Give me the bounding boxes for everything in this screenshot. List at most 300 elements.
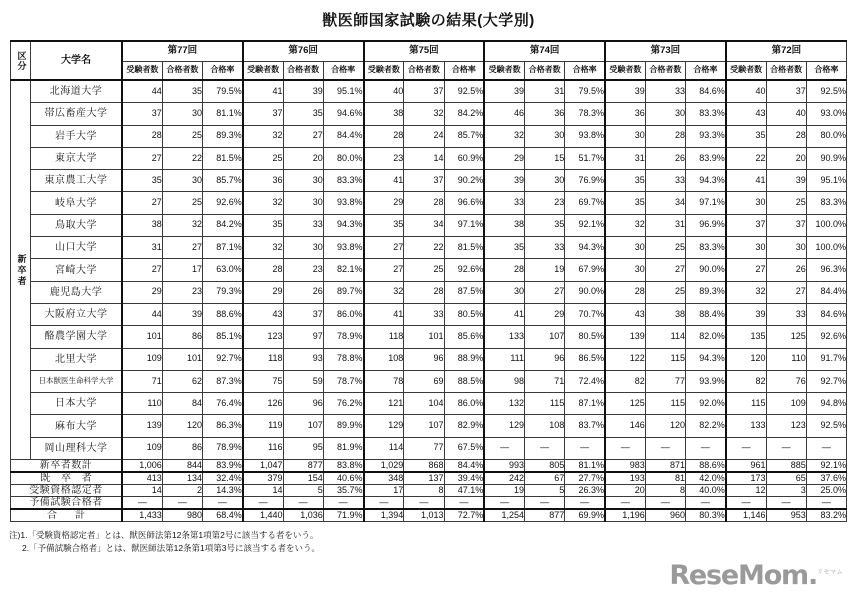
cell-pass-rate: 85.7%	[444, 125, 484, 147]
cell-examinees: 133	[726, 415, 766, 437]
cell-passers: —	[162, 497, 202, 510]
cell-examinees: 25	[243, 147, 283, 169]
cell-examinees: 41	[726, 170, 766, 192]
cell-pass-rate: 93.0%	[806, 103, 846, 125]
summary-row	[11, 485, 847, 497]
cell-passers: 34	[645, 192, 685, 214]
cell-passers: 115	[645, 348, 685, 370]
subheader-examinees-g5: 受験者数	[726, 62, 766, 81]
cell-pass-rate: 76.2%	[323, 393, 363, 415]
cell-passers: 33	[645, 170, 685, 192]
cell-passers: 25	[162, 125, 202, 147]
cell-passers: 14	[404, 147, 444, 169]
cell-university-name: 麻布大学	[31, 415, 123, 437]
cell-examinees: 44	[122, 303, 162, 325]
cell-pass-rate: 80.0%	[806, 125, 846, 147]
cell-examinees: 33	[484, 192, 524, 214]
cell-pass-rate: 76.9%	[565, 170, 605, 192]
cell-passers: 96	[525, 348, 565, 370]
header-exam-77: 第77回	[122, 41, 243, 62]
cell-passers: 30	[283, 237, 323, 259]
cell-examinees: 32	[484, 125, 524, 147]
cell-passers: 8	[645, 485, 685, 497]
cell-examinees: —	[726, 497, 766, 510]
cell-pass-rate: 90.0%	[686, 259, 726, 281]
cell-examinees: 30	[484, 281, 524, 303]
cell-passers: 109	[766, 393, 806, 415]
cell-examinees: 29	[122, 281, 162, 303]
cell-pass-rate: 35.7%	[323, 485, 363, 497]
subheader-pass-rate-g1: 合格率	[323, 62, 363, 81]
cell-examinees: 71	[122, 370, 162, 392]
cell-examinees: —	[726, 437, 766, 459]
cell-passers: 960	[645, 509, 685, 522]
cell-passers: 23	[283, 259, 323, 281]
cell-university-name: 北里大学	[31, 348, 123, 370]
cell-pass-rate: 88.6%	[686, 460, 726, 473]
cell-pass-rate: 42.0%	[686, 472, 726, 485]
cell-examinees: —	[243, 497, 283, 510]
subheader-examinees-g4: 受験者数	[605, 62, 645, 81]
cell-pass-rate: 100.0%	[806, 214, 846, 236]
results-table-container	[10, 40, 847, 522]
cell-examinees: 1,440	[243, 509, 283, 522]
cell-pass-rate: 63.0%	[203, 259, 243, 281]
cell-examinees: 125	[605, 393, 645, 415]
cell-pass-rate: 83.9%	[686, 147, 726, 169]
cell-pass-rate: 85.6%	[444, 326, 484, 348]
cell-examinees: 17	[364, 485, 404, 497]
cell-pass-rate: —	[565, 437, 605, 459]
cell-summary-label: 既 卒 者	[11, 472, 123, 485]
cell-examinees: 39	[484, 80, 524, 103]
cell-passers: 805	[525, 460, 565, 473]
cell-passers: —	[525, 497, 565, 510]
cell-pass-rate: —	[806, 437, 846, 459]
cell-passers: 22	[404, 237, 444, 259]
cell-university-name: 帯広畜産大学	[31, 103, 123, 125]
cell-examinees: 114	[364, 437, 404, 459]
footnotes	[9, 529, 857, 555]
cell-pass-rate: 51.7%	[565, 147, 605, 169]
footnote-line-2	[9, 542, 857, 555]
subheader-pass-rate-g4: 合格率	[686, 62, 726, 81]
cell-pass-rate: 95.1%	[806, 170, 846, 192]
cell-examinees: 40	[726, 80, 766, 103]
cell-passers: 2	[162, 485, 202, 497]
cell-examinees: 30	[726, 237, 766, 259]
cell-examinees: 242	[484, 472, 524, 485]
cell-pass-rate: 81.9%	[323, 437, 363, 459]
cell-examinees: 110	[122, 393, 162, 415]
header-kubun: 区分	[11, 41, 31, 80]
cell-pass-rate: 72.7%	[444, 509, 484, 522]
cell-passers: 86	[162, 326, 202, 348]
subheader-passers-g4: 合格者数	[645, 62, 685, 81]
cell-pass-rate: 83.7%	[565, 415, 605, 437]
cell-pass-rate: 96.3%	[806, 259, 846, 281]
cell-passers: 34	[404, 214, 444, 236]
cell-passers: 26	[645, 147, 685, 169]
cell-pass-rate: 92.0%	[686, 393, 726, 415]
cell-passers: 25	[404, 259, 444, 281]
cell-passers: 101	[162, 348, 202, 370]
cell-pass-rate: 94.3%	[686, 170, 726, 192]
cell-examinees: —	[122, 497, 162, 510]
cell-passers: 40	[766, 103, 806, 125]
cell-examinees: 1,394	[364, 509, 404, 522]
cell-passers: 37	[766, 214, 806, 236]
cell-pass-rate: 86.0%	[444, 393, 484, 415]
cell-university-name: 山口大学	[31, 237, 123, 259]
cell-passers: 86	[162, 437, 202, 459]
cell-pass-rate: 82.1%	[323, 259, 363, 281]
cell-passers: 5	[525, 485, 565, 497]
cell-pass-rate: 85.1%	[203, 326, 243, 348]
subheader-examinees-g0: 受験者数	[122, 62, 162, 81]
cell-pass-rate: 88.6%	[203, 303, 243, 325]
cell-passers: 30	[645, 103, 685, 125]
cell-passers: 871	[645, 460, 685, 473]
cell-examinees: 108	[364, 348, 404, 370]
cell-pass-rate: 100.0%	[806, 237, 846, 259]
cell-university-name: 北海道大学	[31, 80, 123, 103]
cell-examinees: 28	[484, 259, 524, 281]
cell-passers: 8	[404, 485, 444, 497]
cell-passers: 76	[766, 370, 806, 392]
cell-pass-rate: 26.3%	[565, 485, 605, 497]
cell-pass-rate: 40.6%	[323, 472, 363, 485]
cell-passers: 27	[162, 237, 202, 259]
cell-pass-rate: 84.2%	[444, 103, 484, 125]
cell-passers: 137	[404, 472, 444, 485]
cell-examinees: 78	[364, 370, 404, 392]
cell-examinees: 111	[484, 348, 524, 370]
cell-summary-label: 新卒者数計	[11, 460, 123, 473]
exam-results-table	[10, 40, 847, 522]
cell-pass-rate: 70.7%	[565, 303, 605, 325]
cell-passers: 37	[283, 303, 323, 325]
table-row	[11, 326, 847, 348]
cell-passers: —	[645, 437, 685, 459]
table-row	[11, 125, 847, 147]
cell-examinees: 993	[484, 460, 524, 473]
cell-examinees: 146	[605, 415, 645, 437]
cell-passers: 39	[766, 170, 806, 192]
cell-examinees: 1,029	[364, 460, 404, 473]
cell-examinees: 129	[364, 415, 404, 437]
cell-pass-rate: 86.0%	[323, 303, 363, 325]
cell-pass-rate: 95.1%	[323, 80, 363, 103]
cell-university-name: 東京大学	[31, 147, 123, 169]
cell-passers: 24	[404, 125, 444, 147]
cell-passers: 28	[404, 192, 444, 214]
cell-pass-rate: 78.9%	[203, 437, 243, 459]
cell-passers: —	[766, 437, 806, 459]
header-row-subheads	[11, 62, 847, 81]
cell-pass-rate: 94.3%	[686, 348, 726, 370]
cell-passers: 30	[162, 170, 202, 192]
cell-passers: 35	[283, 103, 323, 125]
cell-examinees: 28	[243, 259, 283, 281]
cell-pass-rate: 92.1%	[806, 460, 846, 473]
cell-pass-rate: 96.6%	[444, 192, 484, 214]
subheader-pass-rate-g2: 合格率	[444, 62, 484, 81]
cell-examinees: 36	[605, 103, 645, 125]
cell-university-name: 鹿児島大学	[31, 281, 123, 303]
cell-examinees: 35	[364, 214, 404, 236]
cell-passers: 38	[645, 303, 685, 325]
cell-passers: 101	[404, 326, 444, 348]
cell-examinees: 135	[726, 326, 766, 348]
cell-passers: 93	[283, 348, 323, 370]
cell-passers: 980	[162, 509, 202, 522]
subheader-examinees-g3: 受験者数	[484, 62, 524, 81]
cell-passers: 123	[766, 415, 806, 437]
table-row	[11, 393, 847, 415]
cell-examinees: 38	[484, 214, 524, 236]
cell-passers: 953	[766, 509, 806, 522]
cell-passers: 33	[525, 237, 565, 259]
cell-examinees: 27	[122, 259, 162, 281]
table-row	[11, 192, 847, 214]
footnote-text-1: 1.「受験資格認定者」とは、獣医師法第12条第1項第2号に該当する者をいう。	[20, 530, 319, 541]
cell-passers: 30	[162, 103, 202, 125]
cell-examinees: 30	[605, 259, 645, 281]
cell-examinees: 41	[243, 80, 283, 103]
cell-examinees: 1,146	[726, 509, 766, 522]
cell-examinees: 118	[364, 326, 404, 348]
cell-passers: 27	[525, 281, 565, 303]
cell-pass-rate: 86.3%	[203, 415, 243, 437]
cell-passers: 39	[283, 80, 323, 103]
cell-examinees: 35	[605, 170, 645, 192]
cell-examinees: 32	[605, 214, 645, 236]
cell-examinees: 961	[726, 460, 766, 473]
cell-pass-rate: —	[323, 497, 363, 510]
cell-examinees: 27	[364, 237, 404, 259]
cell-examinees: 19	[484, 485, 524, 497]
cell-pass-rate: 79.5%	[203, 80, 243, 103]
cell-university-name: 日本獣医生命科学大学	[31, 370, 123, 392]
cell-passers: —	[766, 497, 806, 510]
cell-university-name: 酪農学園大学	[31, 326, 123, 348]
cell-pass-rate: 92.7%	[806, 370, 846, 392]
cell-examinees: 30	[605, 125, 645, 147]
cell-examinees: 20	[605, 485, 645, 497]
cell-passers: 59	[283, 370, 323, 392]
cell-pass-rate: 82.2%	[686, 415, 726, 437]
cell-passers: 65	[766, 472, 806, 485]
cell-examinees: 43	[605, 303, 645, 325]
cell-passers: 35	[162, 80, 202, 103]
cell-passers: 26	[766, 259, 806, 281]
cell-passers: 30	[525, 170, 565, 192]
cell-pass-rate: —	[203, 497, 243, 510]
cell-passers: 120	[645, 415, 685, 437]
cell-pass-rate: —	[444, 497, 484, 510]
cell-pass-rate: 90.2%	[444, 170, 484, 192]
cell-examinees: —	[484, 437, 524, 459]
cell-passers: 33	[404, 303, 444, 325]
summary-row	[11, 509, 847, 522]
cell-passers: —	[283, 497, 323, 510]
cell-examinees: 35	[726, 125, 766, 147]
cell-examinees: 129	[484, 415, 524, 437]
cell-pass-rate: 25.0%	[806, 485, 846, 497]
cell-passers: 37	[766, 80, 806, 103]
cell-passers: 81	[645, 472, 685, 485]
cell-pass-rate: 94.3%	[323, 214, 363, 236]
cell-passers: 28	[766, 125, 806, 147]
header-exam-74: 第74回	[484, 41, 605, 62]
cell-examinees: 30	[726, 192, 766, 214]
cell-pass-rate: 78.8%	[323, 348, 363, 370]
header-row-exams	[11, 41, 847, 62]
cell-examinees: 1,433	[122, 509, 162, 522]
cell-examinees: 14	[243, 485, 283, 497]
cell-passers: 27	[645, 259, 685, 281]
cell-passers: 96	[404, 348, 444, 370]
cell-passers: 20	[766, 147, 806, 169]
cell-pass-rate: 92.6%	[806, 326, 846, 348]
cell-passers: 30	[283, 192, 323, 214]
cell-examinees: 37	[243, 103, 283, 125]
footnote-prefix: 注)	[9, 530, 21, 541]
cell-passers: 33	[645, 80, 685, 103]
subheader-pass-rate-g3: 合格率	[565, 62, 605, 81]
cell-pass-rate: 78.9%	[323, 326, 363, 348]
logo-text: ReseMom.	[669, 560, 818, 591]
table-row	[11, 237, 847, 259]
cell-passers: 28	[645, 125, 685, 147]
cell-summary-label: 受験資格認定者	[11, 485, 123, 497]
cell-passers: 28	[404, 281, 444, 303]
cell-pass-rate: 90.9%	[806, 147, 846, 169]
cell-passers: 104	[404, 393, 444, 415]
cell-examinees: 75	[243, 370, 283, 392]
cell-passers: 27	[766, 281, 806, 303]
cell-examinees: 29	[484, 147, 524, 169]
cell-passers: 32	[404, 103, 444, 125]
cell-passers: 114	[645, 326, 685, 348]
cell-pass-rate: 83.9%	[203, 460, 243, 473]
cell-examinees: 348	[364, 472, 404, 485]
cell-passers: 125	[766, 326, 806, 348]
header-university: 大学名	[31, 41, 123, 80]
cell-pass-rate: 94.6%	[323, 103, 363, 125]
cell-examinees: 1,006	[122, 460, 162, 473]
cell-pass-rate: 80.3%	[686, 509, 726, 522]
cell-passers: 115	[645, 393, 685, 415]
cell-examinees: —	[605, 497, 645, 510]
cell-examinees: 41	[484, 303, 524, 325]
cell-passers: 33	[766, 303, 806, 325]
cell-pass-rate: 87.1%	[203, 237, 243, 259]
cell-passers: 67	[525, 472, 565, 485]
cell-pass-rate: 69.7%	[565, 192, 605, 214]
cell-pass-rate: 93.8%	[323, 192, 363, 214]
cell-pass-rate: —	[686, 437, 726, 459]
cell-examinees: 379	[243, 472, 283, 485]
subheader-passers-g2: 合格者数	[404, 62, 444, 81]
cell-pass-rate: 85.7%	[203, 170, 243, 192]
cell-passers: 17	[162, 259, 202, 281]
cell-passers: 1,036	[283, 509, 323, 522]
cell-pass-rate: 79.5%	[565, 80, 605, 103]
cell-passers: 877	[283, 460, 323, 473]
cell-examinees: 29	[364, 192, 404, 214]
cell-examinees: 31	[122, 237, 162, 259]
cell-passers: 31	[645, 214, 685, 236]
cell-examinees: 139	[605, 326, 645, 348]
cell-examinees: 116	[243, 437, 283, 459]
cell-university-name: 岡山理科大学	[31, 437, 123, 459]
cell-pass-rate: —	[686, 497, 726, 510]
cell-passers: 27	[283, 125, 323, 147]
cell-examinees: 37	[122, 103, 162, 125]
cell-pass-rate: 93.9%	[686, 370, 726, 392]
cell-pass-rate: 89.3%	[203, 125, 243, 147]
cell-pass-rate: 84.4%	[444, 460, 484, 473]
cell-examinees: 193	[605, 472, 645, 485]
cell-passers: 20	[283, 147, 323, 169]
cell-pass-rate: 14.3%	[203, 485, 243, 497]
cell-examinees: 35	[484, 237, 524, 259]
subheader-pass-rate-g5: 合格率	[806, 62, 846, 81]
cell-examinees: 123	[243, 326, 283, 348]
cell-examinees: 32	[364, 281, 404, 303]
cell-examinees: 1,047	[243, 460, 283, 473]
subheader-pass-rate-g0: 合格率	[203, 62, 243, 81]
cell-pass-rate: 92.6%	[203, 192, 243, 214]
cell-university-name: 日本大学	[31, 393, 123, 415]
cell-passers: 33	[283, 214, 323, 236]
cell-passers: 29	[525, 303, 565, 325]
cell-pass-rate: 87.1%	[565, 393, 605, 415]
header-exam-72: 第72回	[726, 41, 847, 62]
cell-pass-rate: 89.9%	[323, 415, 363, 437]
cell-pass-rate: 68.4%	[203, 509, 243, 522]
cell-pass-rate: 97.1%	[444, 214, 484, 236]
cell-examinees: 22	[726, 147, 766, 169]
cell-examinees: —	[364, 497, 404, 510]
cell-passers: 15	[525, 147, 565, 169]
cell-pass-rate: 78.3%	[565, 103, 605, 125]
cell-pass-rate: 93.3%	[686, 125, 726, 147]
cell-pass-rate: 87.5%	[444, 281, 484, 303]
cell-summary-label: 予備試験合格者	[11, 497, 123, 510]
cell-examinees: 28	[605, 281, 645, 303]
cell-pass-rate: 96.9%	[686, 214, 726, 236]
cell-examinees: 35	[243, 214, 283, 236]
cell-examinees: 40	[364, 80, 404, 103]
table-row	[11, 303, 847, 325]
cell-pass-rate: 88.4%	[686, 303, 726, 325]
cell-passers: 19	[525, 259, 565, 281]
cell-passers: 31	[525, 80, 565, 103]
cell-pass-rate: 84.6%	[806, 303, 846, 325]
cell-examinees: 38	[122, 214, 162, 236]
cell-examinees: 120	[726, 348, 766, 370]
cell-university-name: 岐阜大学	[31, 192, 123, 214]
cell-university-name: 大阪府立大学	[31, 303, 123, 325]
cell-examinees: 32	[243, 192, 283, 214]
subheader-passers-g5: 合格者数	[766, 62, 806, 81]
cell-examinees: 27	[364, 259, 404, 281]
cell-pass-rate: 90.0%	[565, 281, 605, 303]
cell-examinees: 126	[243, 393, 283, 415]
